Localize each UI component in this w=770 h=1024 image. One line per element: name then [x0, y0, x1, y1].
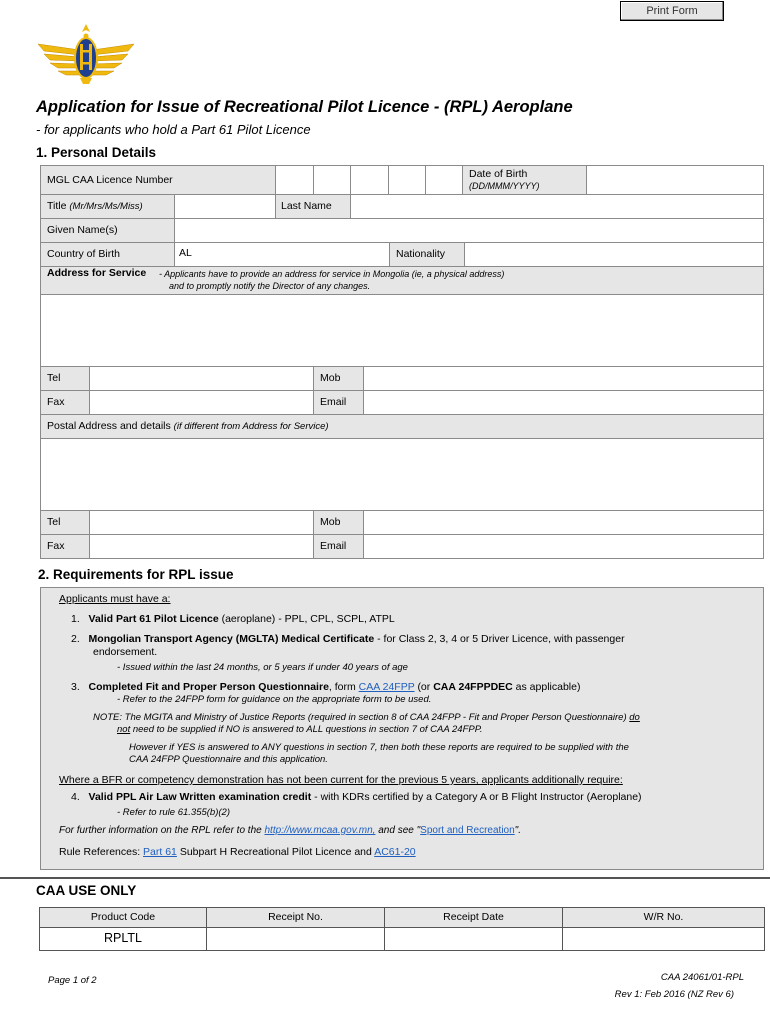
- postal-address-label: Postal Address and details (if different from Address for Service): [47, 420, 329, 432]
- ac61-20-link[interactable]: AC61-20: [374, 846, 416, 858]
- postal-email-input[interactable]: [364, 535, 762, 558]
- tel-label: Tel: [47, 372, 61, 384]
- receipt-date-header: Receipt Date: [384, 908, 562, 927]
- note-line-3: However if YES is answered to ANY questions in section 7, then both these reports are required to be supplied with the: [129, 742, 629, 753]
- requirement-2: 2. Mongolian Transport Agency (MGLTA) Medical Certificate - for Class 2, 3, 4 or 5 Driver Licence, with passenger: [71, 633, 625, 645]
- mob-label: Mob: [320, 372, 341, 384]
- requirement-3-note: - Refer to the 24FPP form for guidance on the appropriate form to be used.: [117, 694, 432, 705]
- requirement-4-note: - Refer to rule 61.355(b)(2): [117, 807, 230, 818]
- licence-number-label: MGL CAA Licence Number: [47, 174, 173, 186]
- product-code-value: RPLTL: [104, 931, 142, 945]
- mcaa-website-link[interactable]: http://www.mcaa.gov.mn,: [264, 825, 376, 836]
- further-info: For further information on the RPL refer to the http://www.mcaa.gov.mn, and see "Sport and Recreation".: [59, 825, 521, 836]
- wr-no-header: W/R No.: [562, 908, 764, 927]
- requirements-intro: Applicants must have a:: [59, 593, 171, 605]
- requirement-3: 3. Completed Fit and Proper Person Questionnaire, form CAA 24FPP (or CAA 24FPPDEC as applicable): [71, 681, 581, 693]
- receipt-no-header: Receipt No.: [206, 908, 384, 927]
- fax-input[interactable]: [90, 391, 313, 414]
- country-of-birth-input[interactable]: AL: [179, 247, 192, 259]
- nationality-input[interactable]: [465, 243, 762, 266]
- email-input[interactable]: [364, 391, 762, 414]
- postal-address-input[interactable]: [42, 439, 762, 510]
- caa-24fpp-link[interactable]: CAA 24FPP: [358, 681, 415, 693]
- address-service-note: - Applicants have to provide an address for service in Mongolia (ie, a physical address): [159, 269, 505, 279]
- postal-mob-input[interactable]: [364, 511, 762, 534]
- product-code-header: Product Code: [40, 908, 206, 927]
- nationality-label: Nationality: [396, 248, 446, 260]
- dob-format: (DD/MMM/YYYY): [469, 181, 540, 191]
- caa-use-heading: CAA USE ONLY: [36, 883, 137, 898]
- postal-fax-label: Fax: [47, 540, 65, 552]
- given-names-input[interactable]: [175, 219, 762, 242]
- last-name-label: Last Name: [281, 200, 332, 212]
- country-of-birth-label: Country of Birth: [47, 248, 120, 260]
- requirement-2-cont: endorsement.: [93, 646, 158, 658]
- form-revision: Rev 1: Feb 2016 (NZ Rev 6): [614, 989, 734, 1000]
- caa-divider: [0, 877, 770, 879]
- wr-no-value: [562, 927, 764, 950]
- requirement-4: 4. Valid PPL Air Law Written examination credit - with KDRs certified by a Category A or B Flight Instructor (Aeroplane): [71, 791, 642, 803]
- fax-label: Fax: [47, 396, 65, 408]
- dob-label: Date of Birth: [469, 168, 528, 180]
- caa-use-table: [39, 907, 765, 951]
- tel-input[interactable]: [90, 367, 313, 390]
- note-line-2: not need to be supplied if NO is answered to ALL questions in section 7 of CAA 24FPP.: [117, 724, 483, 735]
- dob-input[interactable]: [587, 167, 762, 193]
- personal-details-form: [40, 165, 764, 559]
- postal-mob-label: Mob: [320, 516, 341, 528]
- address-service-note-2: and to promptly notify the Director of any changes.: [169, 281, 371, 291]
- requirement-2-note: - Issued within the last 24 months, or 5 years if under 40 years of age: [117, 662, 408, 673]
- requirements-box: [40, 587, 764, 870]
- title-label: Title (Mr/Mrs/Ms/Miss): [47, 200, 143, 212]
- page-number: Page 1 of 2: [48, 975, 97, 986]
- address-service-label: Address for Service: [47, 267, 147, 279]
- mob-input[interactable]: [364, 367, 762, 390]
- document-subtitle: - for applicants who hold a Part 61 Pilot Licence: [36, 122, 311, 137]
- postal-email-label: Email: [320, 540, 347, 552]
- section-1-heading: 1. Personal Details: [36, 145, 157, 160]
- email-label: Email: [320, 396, 347, 408]
- receipt-no-value: [206, 927, 384, 950]
- requirement-1: 1. Valid Part 61 Pilot Licence (aeroplane) - PPL, CPL, SCPL, ATPL: [71, 613, 395, 625]
- note-line-4: CAA 24FPP Questionnaire and this application.: [129, 754, 328, 765]
- note-line-1: NOTE: The MGITA and Ministry of Justice Reports (required in section 8 of CAA 24FPP - Fit and Proper Person Questionnaire) do: [93, 712, 640, 723]
- section-2-heading: 2. Requirements for RPL issue: [38, 567, 234, 582]
- last-name-input[interactable]: [351, 195, 762, 218]
- given-names-label: Given Name(s): [47, 224, 118, 236]
- title-input[interactable]: [175, 195, 275, 218]
- bfr-requirement: Where a BFR or competency demonstration has not been current for the previous 5 years, applicants additionally require:: [59, 774, 623, 786]
- postal-tel-input[interactable]: [90, 511, 313, 534]
- print-form-button[interactable]: Print Form: [620, 1, 724, 21]
- part-61-link[interactable]: Part 61: [143, 846, 177, 858]
- form-reference: CAA 24061/01-RPL: [660, 972, 744, 983]
- caa-logo: [36, 20, 136, 86]
- postal-tel-label: Tel: [47, 516, 61, 528]
- receipt-date-value: [384, 927, 562, 950]
- postal-fax-input[interactable]: [90, 535, 313, 558]
- address-service-input[interactable]: [42, 295, 762, 366]
- sport-recreation-link[interactable]: Sport and Recreation: [420, 825, 515, 836]
- document-title: Application for Issue of Recreational Pilot Licence - (RPL) Aeroplane: [36, 98, 573, 116]
- rule-references: Rule References: Part 61 Subpart H Recreational Pilot Licence and AC61-20: [59, 846, 416, 858]
